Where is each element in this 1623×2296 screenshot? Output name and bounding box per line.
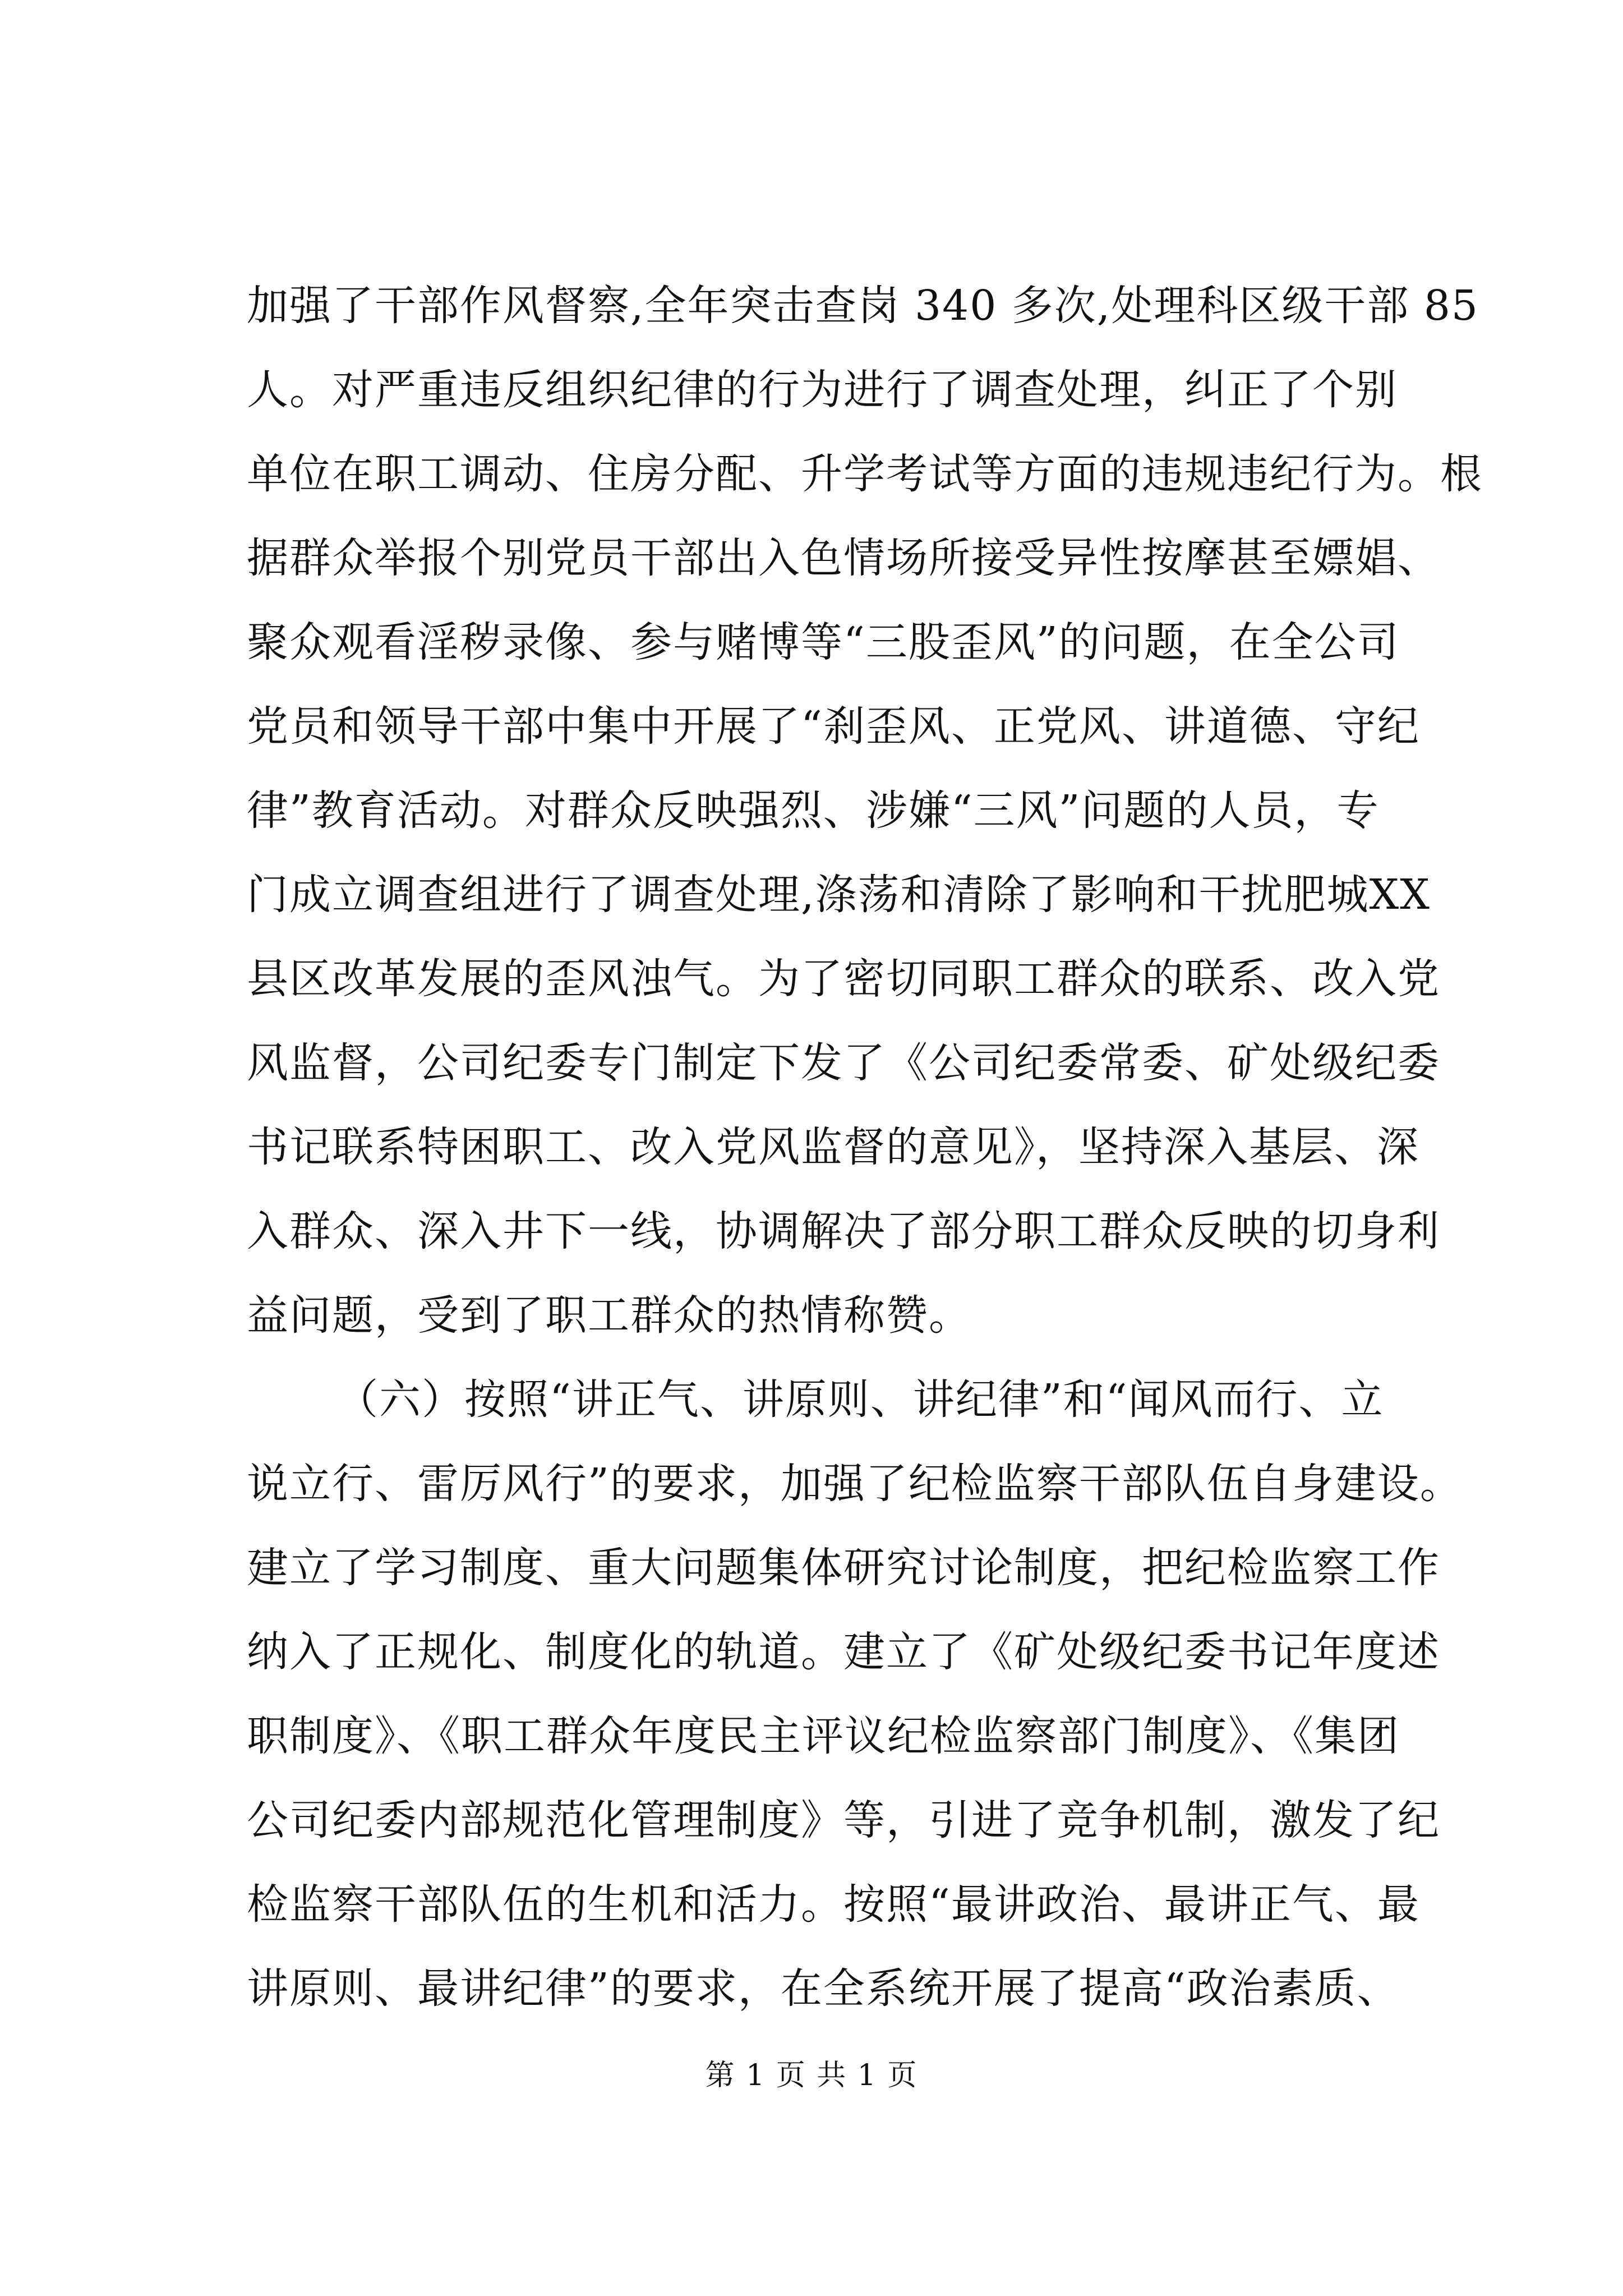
page-footer: 第 1 页 共 1 页 bbox=[705, 2059, 918, 2092]
text-line: 纳入了正规化、制度化的轨道。建立了《矿处级纪委书记年度述 bbox=[247, 1628, 1440, 1676]
text-line: 讲原则、最讲纪律”的要求，在全系统开展了提高“政治素质、 bbox=[247, 1964, 1400, 2013]
text-line: 单位在职工调动、住房分配、升学考试等方面的违规违纪行为。根 bbox=[247, 450, 1483, 498]
text-line: 益问题，受到了职工群众的热情称赞。 bbox=[247, 1291, 971, 1340]
text-line: 说立行、雷厉风行”的要求，加强了纪检监察干部队伍自身建设。 bbox=[247, 1460, 1463, 1508]
text-line: 人。对严重违反组织纪律的行为进行了调查处理，纠正了个别 bbox=[247, 366, 1398, 414]
text-line: 建立了学习制度、重大问题集体研究讨论制度，把纪检监察工作 bbox=[247, 1544, 1440, 1592]
text-line: 门成立调查组进行了调查处理,涤荡和清除了影响和干扰肥城XX bbox=[247, 871, 1431, 919]
paragraph-start-line: （六）按照“讲正气、讲原则、讲纪律”和“闻风而行、立 bbox=[336, 1375, 1384, 1424]
text-line: 律”教育活动。对群众反映强烈、涉嫌“三风”问题的人员，专 bbox=[247, 786, 1380, 835]
text-line: 县区改革发展的歪风浊气。为了密切同职工群众的联系、改入党 bbox=[247, 955, 1440, 1003]
text-line: 聚众观看淫秽录像、参与赌博等“三股歪风”的问题，在全公司 bbox=[247, 618, 1400, 666]
text-line: 检监察干部队伍的生机和活力。按照“最讲政治、最讲正气、最 bbox=[247, 1880, 1420, 1929]
text-line: 职制度》、《职工群众年度民主评议纪检监察部门制度》、《集团 bbox=[247, 1712, 1400, 1760]
body-text bbox=[247, 264, 1483, 2031]
text-line: 据群众举报个别党员干部出入色情场所接受异性按摩甚至嫖娼、 bbox=[247, 534, 1440, 582]
text-line: 风监督，公司纪委专门制定下发了《公司纪委常委、矿处级纪委 bbox=[247, 1039, 1440, 1087]
text-line: 公司纪委内部规范化管理制度》等，引进了竞争机制，激发了纪 bbox=[247, 1796, 1440, 1844]
text-line: 入群众、深入井下一线，协调解决了部分职工群众反映的切身利 bbox=[247, 1207, 1440, 1255]
text-line: 加强了干部作风督察,全年突击查岗 340 多次,处理科区级干部 85 bbox=[247, 282, 1479, 330]
text-line: 书记联系特困职工、改入党风监督的意见》，坚持深入基层、深 bbox=[247, 1123, 1419, 1171]
text-line: 党员和领导干部中集中开展了“刹歪风、正党风、讲道德、守纪 bbox=[247, 702, 1420, 751]
